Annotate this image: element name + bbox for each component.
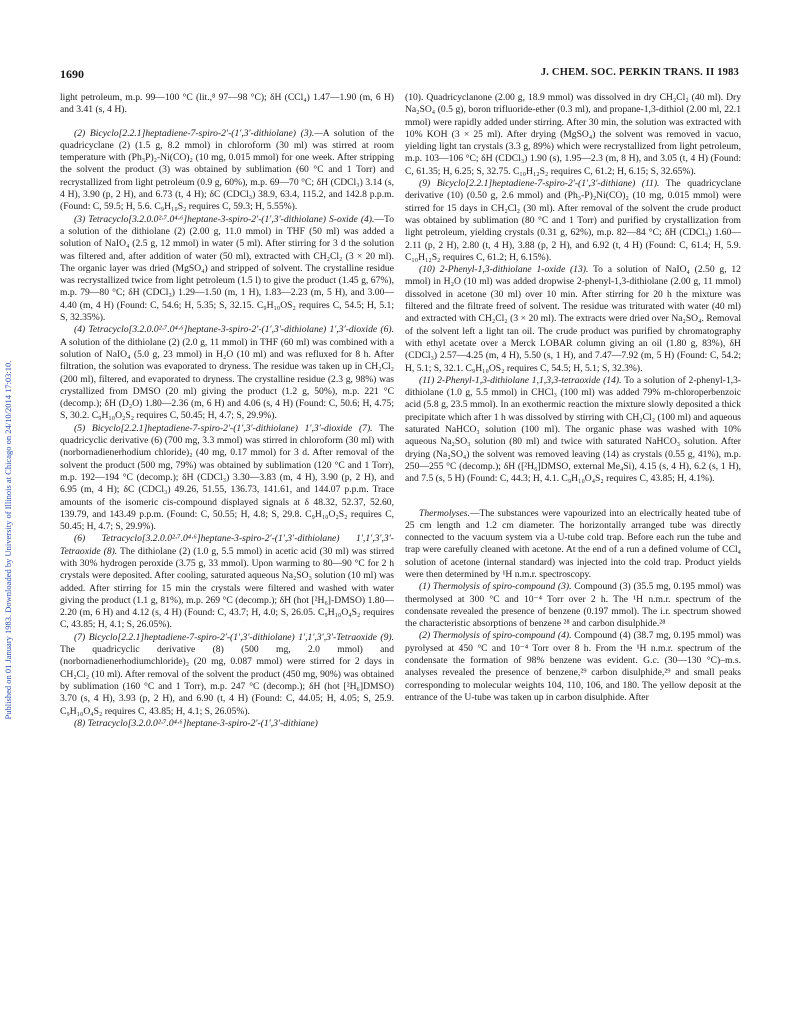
paragraph: (2) Thermolysis of spiro-compound (4). Compound (4) (38.7 mg, 0.195 mmol) was pyrolysed at 450 °C and 10⁻⁴ Torr over 8 h. From the ¹H n.m.r. spectrum of the condensate the formation of 98% benzene was evident. G.c. (30—130 °C)–m.s. analyses revealed the presence of benzene,²⁹ carbon disulphide,²⁹ and small peaks corresponding to molecular weights 104, 110, 106, and 180. The yellow deposit at the entrance of the U-tube was taken up in carbon disulphide. After <box>405 630 741 703</box>
paragraph: (10) 2-Phenyl-1,3-dithiolane 1-oxide (13). To a solution of NaIO₄ (2.50 g, 12 mmol) in H₂O (10 ml) was added dropwise 2-phenyl-1,3-dithiolane (2.00 g, 11 mmol) dissolved in acetone (30 ml) over 10 min. After stirring for 20 h the mixture was filtered and the filtrate freed of solvent. The residue was triturated with water (40 ml) and extracted with CH₂Cl₂ (3 × 20 ml). The extracts were dried over Na₂SO₄. Removal of the solvent left a light tan oil. The crude product was purified by chromatography with ethyl acetate over a Merck LOBAR column giving an oil (1.80 g, 83%), δH (CDCl₃) 2.57—4.25 (m, 4 H), 5.50 (s, 1 H), and 7.47—7.92 (m, 5 H) (Found: C, 54.2; H, 5.1; S, 32.1. C₉H₁₀OS₂ requires C, 54.5; H, 5.1; S, 32.3%). <box>405 264 741 374</box>
paragraph: (1) Thermolysis of spiro-compound (3). Compound (3) (35.5 mg, 0.195 mmol) was thermolysed at 300 °C and 10⁻⁴ Torr over 2 h. The ¹H n.m.r. spectrum of the condensate revealed the presence of benzene (0.197 mmol). The i.r. spectrum showed the characteristic absorptions of benzene ²⁸ and carbon disulphide.²⁸ <box>405 581 741 630</box>
download-notice[interactable] <box>2 60 14 1020</box>
paragraph: (2) Bicyclo[2.2.1]heptadiene-7-spiro-2′-(1′,3′-dithiolane) (3).—A solution of the quadricyclane (2) (1.5 g, 8.2 mmol) in chloroform (30 ml) was stirred at room temperature with (Ph₃P)₂-Ni(CO)₂ (10 mg, 0.015 mmol) for one week. After stripping the solvent the product (3) was obtained by sublimation (60 °C and 1 Torr) and recrystallized from light petroleum (0.9 g, 60%), m.p. 69—70 °C; δH (CDCl₃) 3.14 (s, 4 H), 3.90 (p, 2 H), and 6.73 (t, 4 H); δC (CDCl₃) 38.9, 63.4, 115.2, and 142.8 p.p.m. (Found: C, 59.5; H, 5.6. C₉H₁₀S₂ requires C, 59.3; H, 5.55%). <box>60 127 394 213</box>
paragraph: (7) Bicyclo[2.2.1]heptadiene-7-spiro-2′-(1′,3′-dithiolane) 1′,1′,3′,3′-Tetraoxide (9). The quadricyclic derivative (8) (500 mg, 2.0 mmol) and (norbornadienerhodiumchloride)₂ (20 mg, 0.087 mmol) were stirred for 2 days in CH₂Cl₂ (10 ml). After removal of the solvent the product (450 mg, 90%) was obtained by sublimation (160 °C and 1 Torr), m.p. 247 °C (decomp.); δH (hot [²H₆]DMSO) 3.70 (s, 4 H), 3.93 (p, 2 H), and 6.90 (t, 4 H) (Found: C, 44.05; H, 4.05; S, 25.9. C₉H₁₀O₄S₂ requires C, 43.85; H, 4.1; S, 26.05%). <box>60 631 394 717</box>
right-column <box>405 92 741 1022</box>
paragraph: (8) Tetracyclo[3.2.0.0²·⁷.0⁴·⁶]heptane-3-spiro-2′-(1′,3′-dithiane) <box>74 717 318 729</box>
paragraph: light petroleum, m.p. 99—100 °C (lit.,⁸ 97—98 °C); δH (CCl₄) 1.47—1.90 (m, 6 H) and 3.41 (s, 4 H). <box>60 92 394 116</box>
download-notice-text: Published on 01 January 1983. Downloaded by University of Illinois at Chicago on 24/10/2014 17:03:10. <box>3 360 13 720</box>
paragraph: (4) Tetracyclo[3.2.0.0²·⁷.0⁴·⁶]heptane-3-spiro-2′-(1′,3′-dithiolane) 1′,3′-dioxide (6). A solution of the dithiolane (2) (2.0 g, 11 mmol) in THF (60 ml) was combined with a solution of NaIO₄ (5.0 g, 23 mmol) in H₂O (10 ml) and was refluxed for 8 h. After filtration, the solution was evaporated to dryness. The residue was taken up in CH₂Cl₂ (200 ml), filtered, and evaporated to dryness. The crystalline residue (2.3 g, 98%) was crystallized from DMSO (20 ml) giving the product (1.2 g, 50%), m.p. 221 °C (decomp.); δH (D₂O) 1.80—2.36 (m, 6 H) and 4.06 (s, 4 H) (Found: C, 50.6; H, 4.75; S, 30.2. C₉H₁₀O₂S₂ requires C, 50.45; H, 4.7; S, 29.9%). <box>60 324 394 422</box>
left-column <box>60 92 394 1022</box>
paragraph: (3) Tetracyclo[3.2.0.0²·⁷.0⁴·⁶]heptane-3-spiro-2′-(1′,3′-dithiolane) S-oxide (4).—To a solution of the dithiolane (2) (2.00 g, 11.0 mmol) in THF (50 ml) was added a solution of NaIO₄ (2.5 g, 12 mmol) in water (5 ml). After stirring for 3 d the solution was filtered and, after addition of water (50 ml), extracted with CH₂Cl₂ (3 × 20 ml). The organic layer was dried (MgSO₄) and stripped of solvent. The crystalline residue was recrystallized twice from light petroleum (1.5 l) to give the product (1.45 g, 67%), m.p. 79—80 °C; δH (CDCl₃) 1.29—1.50 (m, 1 H), 1.83—2.23 (m, 5 H), and 3.00—4.40 (m, 4 H) (Found: C, 54.6; H, 5.35; S, 32.15. C₉H₁₀OS₂ requires C, 54.5; H, 5.1; S, 32.35%). <box>60 213 394 324</box>
paragraph: (5) Bicyclo[2.2.1]heptadiene-7-spiro-2′-(1′,3′-dithiolane) 1′,3′-dioxide (7). The quadricyclic derivative (6) (700 mg, 3.3 mmol) was stirred in chloroform (30 ml) with (norbornadienerhodium chloride)₂ (40 mg, 0.17 mmol) for 3 d. After removal of the solvent the product (500 mg, 79%) was obtained by sublimation (120 °C and 1 Torr), m.p. 192—194 °C (decomp.); δH (CDCl₃) 3.30—3.83 (m, 4 H), 3.90 (p, 2 H), and 6.95 (m, 4 H); δC (CDCl₃) 49.26, 51.55, 136.73, 141.61, and 144.07 p.p.m. Trace amounts of the isomeric cis-compound displayed signals at δ 48.32, 52.37, 52.60, 139.79, and 143.49 p.p.m. (Found: C, 50.55; H, 4.8; S, 29.8. C₉H₁₀O₂S₂ requires C, 50.45; H, 4.7; S, 29.9%). <box>60 422 394 533</box>
section-thermolyses: Thermolyses.—The substances were vapourized into an electrically heated tube of 25 cm length and 1.2 cm diameter. The horizontally arranged tube was directly connected to the vacuum system via a U-tube cold trap. Before each run the tube and trap were carefully cleaned with acetone. At the end of a run a defined volume of CCl₄ solution of acetone (internal standard) was injected into the cold trap. Product yields were then determined by ¹H n.m.r. spectroscopy. <box>405 507 741 580</box>
paragraph: (10). Quadricyclanone (2.00 g, 18.9 mmol) was dissolved in dry CH₂Cl₂ (40 ml). Dry Na₂SO₄ (0.5 g), boron trifluoride-ether (0.3 ml), and propane-1,3-dithiol (2.00 ml, 22.1 mmol) were rapidly added under stirring. After 30 min, the solution was extracted with 10% KOH (3 × 25 ml). After drying (MgSO₄) the solvent was removed in vacuo, yielding light tan crystals (3.3 g, 89%) which were recrystallized from light petroleum, m.p. 103—106 °C; δH (CDCl₃) 1.90 (s), 1.95—2.3 (m, 8 H), and 3.05 (t, 4 H) (Found: C, 61.35; H, 6.25; S, 32.75. C₁₀H₁₂S₂ requires C, 61.2; H, 6.15; S, 32.65%). <box>405 92 741 177</box>
paragraph: (6) Tetracyclo[3.2.0.0²·⁷.0⁴·⁶]heptane-3-spiro-2′-(1′,3′-dithiolane) 1′,1′,3′,3′-Tetraoxide (8). The dithiolane (2) (1.0 g, 5.5 mmol) in acetic acid (30 ml) was stirred with 30% hydrogen peroxide (3.75 g, 33 mmol). Upon warming to 80—90 °C for 2 h crystals were deposited. After cooling, saturated aqueous Na₂SO₃ solution (10 ml) was added. After stirring for 15 min the crystals were filtered and washed with water giving the product (1.1 g, 81%), m.p. 269 °C (decomp.); δH (hot [²H₆]-DMSO) 1.80—2.20 (m, 6 H) and 4.12 (s, 4 H) (Found: C, 43.7; H, 4.0; S, 26.05. C₉H₁₀O₄S₂ requires C, 43.85; H, 4.1; S, 26.05%). <box>60 533 394 631</box>
paragraph: (9) Bicyclo[2.2.1]heptadiene-7-spiro-2′-(1′,3′-dithiane) (11). The quadricyclane derivative (10) (0.50 g, 2.6 mmol) and (Ph₃-P)₂Ni(CO)₂ (10 mg, 0.015 mmol) were stirred for 15 days in CH₂Cl₂ (30 ml). After removal of the solvent the crude product was obtained by sublimation (80 °C and 1 Torr) and purified by crystallization from light petroleum, yielding crystals (0.31 g, 62%), m.p. 82—84 °C; δH (CDCl₃) 1.60—2.11 (p, 2 H), 2.80 (t, 4 H), 3.88 (p, 2 H), and 6.92 (t, 4 H) (Found: C, 61.4; H, 5.9. C₁₀H₁₂S₂ requires C, 61.2; H, 6.15%). <box>405 178 741 263</box>
paragraph: (11) 2-Phenyl-1,3-dithiolane 1,1,3,3-tetraoxide (14). To a solution of 2-phenyl-1,3-dithiolane (1.0 g, 5.5 mmol) in CHCl₃ (100 ml) was added 79% m-chloroperbenzoic acid (5.8 g, 23.5 mmol). In an exothermic reaction the mixture slowly deposited a thick precipitate which after 1 h was dissolved by stirring with CH₂Cl₂ (100 ml) and aqueous saturated NaHCO₃ solution (100 ml). The organic phase was washed with 10% aqueous Na₂SO₃ solution (80 ml) and twice with saturated NaHCO₃ solution. After drying (Na₂SO₄) the solvent was removed leaving (14) as crystals (0.55 g, 41%), m.p. 250—255 °C (decomp.); δH ([²H₆]DMSO, external Me₄Si), 4.15 (s, 4 H), 6.2 (s, 1 H), and 7.5 (s, 5 H) (Found: C, 44.3; H, 4.1. C₉H₁₀O₄S₂ requires C, 43.85; H, 4.1%). <box>405 374 741 485</box>
page-number: 1690 <box>60 67 84 81</box>
journal-header: J. CHEM. SOC. PERKIN TRANS. II 1983 <box>540 67 739 78</box>
